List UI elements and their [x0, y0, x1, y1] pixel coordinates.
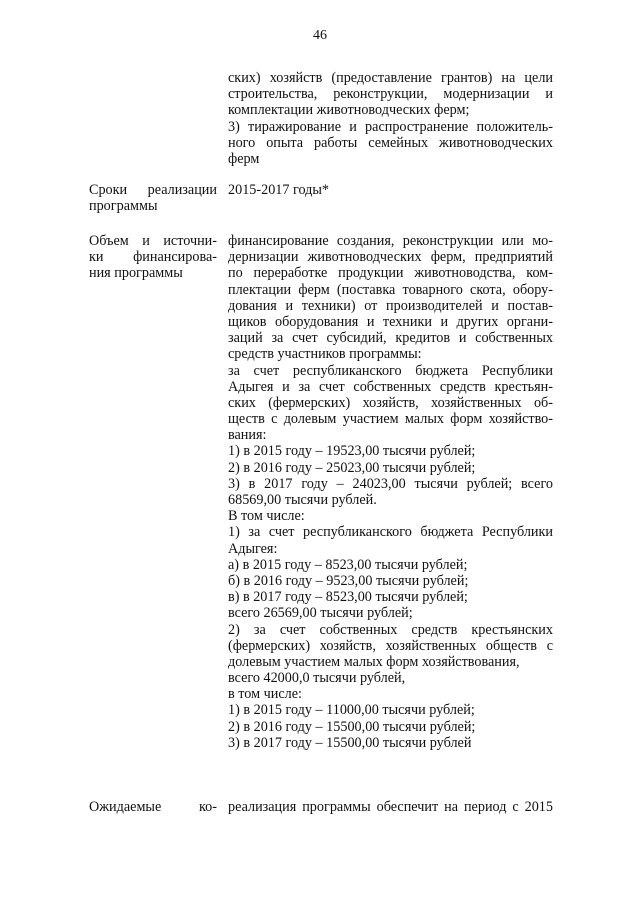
label-line: ния программы	[89, 265, 183, 282]
text-line: (фермерских) хозяйств, хозяйственных обществ с	[228, 637, 553, 654]
text-line: 2) в 2016 году – 15500,00 тысячи рублей;	[228, 718, 476, 735]
continuation-block	[89, 70, 553, 170]
section-expected-results	[89, 799, 553, 817]
text-line: долевым участием малых форм хозяйствования,	[228, 653, 520, 670]
page-number: 46	[313, 28, 327, 43]
text-line: 2) за счет собственных средств крестьянских	[228, 621, 553, 638]
text-line: ного опыта работы семейных животноводческих	[228, 134, 553, 151]
text-line: 2015-2017 годы*	[228, 182, 330, 198]
text-line: финансирование создания, реконструкции или мо-	[228, 233, 553, 249]
text-line: 3) в 2017 году – 15500,00 тысячи рублей	[228, 734, 472, 751]
text-line: плектации ферм (поставка товарного скота, обору-	[228, 281, 553, 298]
label-line: программы	[89, 198, 158, 215]
text-line: вания:	[228, 427, 267, 444]
section-value	[228, 182, 553, 198]
label-line: Ожидаемые ко-	[89, 799, 217, 815]
text-line: в) в 2017 году – 8523,00 тысячи рублей;	[228, 589, 468, 606]
text-line: средств участников программы:	[228, 346, 422, 363]
text-line: комплектации животноводческих ферм;	[228, 102, 470, 119]
text-line: строительства, реконструкции, модернизации и	[228, 86, 553, 103]
text-line: В том числе:	[228, 508, 305, 525]
text-line: щиков оборудования и техники и других органи-	[228, 313, 553, 330]
label-line: Объем и источни-	[89, 233, 217, 249]
text-line: Адыгея и за счет собственных средств крестьян-	[228, 378, 553, 395]
section-timeline	[89, 182, 553, 216]
text-line: Адыгея:	[228, 540, 278, 557]
section-label	[89, 233, 217, 282]
label-line: ки финансирова-	[89, 249, 217, 266]
text-line: ских (фермерских) хозяйств, хозяйственных об-	[228, 394, 553, 411]
text-line: б) в 2016 году – 9523,00 тысячи рублей;	[228, 572, 469, 589]
section-value	[228, 233, 553, 751]
text-line: 1) за счет республиканского бюджета Республики	[228, 524, 553, 541]
section-funding	[89, 233, 553, 763]
text-line: 2) в 2016 году – 25023,00 тысячи рублей;	[228, 459, 476, 476]
label-line: Сроки реализации	[89, 182, 217, 198]
text-line: дования и техники) от производителей и постав-	[228, 297, 553, 314]
text-line: в том числе:	[228, 686, 302, 703]
text-line: 3) тиражирование и распространение положитель-	[228, 118, 553, 135]
text-line: а) в 2015 году – 8523,00 тысячи рублей;	[228, 556, 468, 573]
text-line: всего 42000,0 тысячи рублей,	[228, 670, 406, 687]
section-label	[89, 182, 217, 214]
text-line: 1) в 2015 году – 11000,00 тысячи рублей;	[228, 702, 475, 719]
continuation-text	[228, 70, 553, 167]
text-line: 3) в 2017 году – 24023,00 тысячи рублей; всего	[228, 475, 553, 492]
text-line: за счет республиканского бюджета Республики	[228, 362, 553, 379]
text-line: заций за счет субсидий, кредитов и собственных	[228, 330, 553, 347]
text-line: реализация программы обеспечит на период с 2015	[228, 799, 553, 815]
section-value	[228, 799, 553, 815]
text-line: ских) хозяйств (предоставление грантов) на цели	[228, 70, 553, 86]
text-line: дернизации животноводческих ферм, предприятий	[228, 249, 553, 266]
section-label	[89, 799, 217, 815]
text-line: по переработке продукции животноводства, ком-	[228, 265, 553, 282]
text-line: ществ с долевым участием малых форм хозяйство-	[228, 411, 553, 428]
text-line: 68569,00 тысячи рублей.	[228, 492, 377, 508]
text-line: 1) в 2015 году – 19523,00 тысячи рублей;	[228, 443, 476, 460]
text-line: ферм	[228, 150, 260, 167]
text-line: всего 26569,00 тысячи рублей;	[228, 605, 413, 622]
